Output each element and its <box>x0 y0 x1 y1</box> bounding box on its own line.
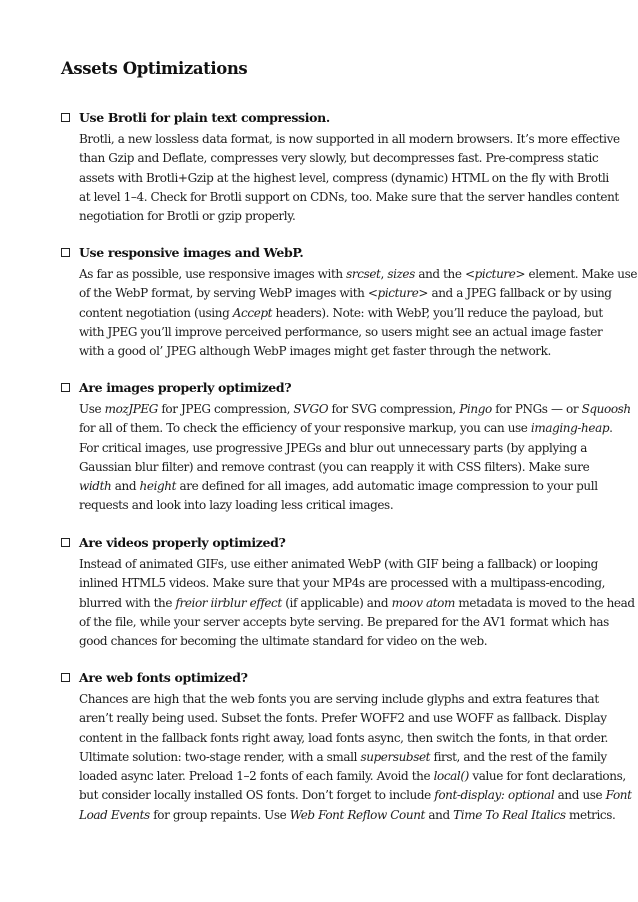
text-run: with JPEG you’ll improve perceived performance, so users might see an actual image faster <box>79 324 603 339</box>
italic-term: font-display: optional <box>434 788 555 803</box>
text-run: and <box>111 479 140 494</box>
italic-term: supersubset <box>360 749 431 764</box>
italic-term: Font <box>605 788 632 803</box>
item-body <box>79 130 620 226</box>
text-run: at level 1–4. Check for Brotli support on CDNs, too. Make sure that the server handles content <box>79 189 619 204</box>
text-run: Instead of animated GIFs, use either animated WebP (with GIF being a fallback) or looping <box>79 557 598 571</box>
paragraph-line <box>79 400 631 419</box>
text-run: For critical images, use progressive JPEGs and blur out unnecessary parts (by applying a <box>79 440 588 455</box>
text-run: element. Make use <box>525 267 638 281</box>
paragraph-line <box>79 458 604 477</box>
checklist-item-responsive-images <box>61 243 638 361</box>
checkbox[interactable] <box>61 113 70 122</box>
checklist-item-images-optimized <box>61 378 631 516</box>
paragraph-line <box>79 496 604 515</box>
italic-term: Accept <box>232 305 273 320</box>
checklist-item-web-fonts <box>61 668 632 825</box>
paragraph-line <box>79 284 612 303</box>
paragraph-line <box>79 555 604 574</box>
text-run: and <box>424 807 454 822</box>
text-run: loaded async later. Preload 1–2 fonts of each family. Avoid the <box>79 769 434 784</box>
paragraph-line <box>79 767 626 786</box>
paragraph-line <box>79 304 604 323</box>
text-run: content negotiation (using <box>79 305 233 320</box>
text-run: for JPEG compression, <box>157 402 294 416</box>
text-run: are defined for all images, add automatic image compression to your pull <box>176 479 598 494</box>
italic-term: moov atom <box>391 595 455 610</box>
text-run: than Gzip and Deflate, compresses very slowly, but decompresses fast. Pre-compress static <box>79 151 599 166</box>
text-run: (if applicable) and <box>281 595 392 610</box>
paragraph-line <box>79 342 604 361</box>
italic-term: height <box>139 479 177 494</box>
text-run: metrics. <box>565 807 616 822</box>
italic-term: freior iirblur effect <box>175 595 282 610</box>
text-run: of the file, while your server accepts byte serving. Be prepared for the AV1 format which has <box>79 614 609 629</box>
text-run: for PNGs — or <box>491 402 582 416</box>
text-run: with a good ol’ JPEG although WebP images might get faster through the network. <box>79 344 551 359</box>
item-body <box>79 265 638 361</box>
item-body <box>79 690 632 825</box>
item-body <box>79 400 631 516</box>
paragraph-line <box>79 439 604 458</box>
text-run: for all of them. To check the efficiency of your responsive markup, you can use <box>79 421 531 436</box>
text-run: of the WebP format, by serving WebP images with <box>79 286 368 301</box>
italic-term: width <box>79 479 112 494</box>
text-run: aren’t really being used. Subset the fonts. Prefer WOFF2 and use WOFF as fallback. Display <box>79 711 607 726</box>
paragraph-line <box>79 632 604 651</box>
text-run: good chances for becoming the ultimate standard for video on the web. <box>79 634 488 649</box>
paragraph-line <box>79 786 632 805</box>
paragraph-line <box>79 188 619 207</box>
text-run: metadata is moved to the head <box>454 595 635 610</box>
italic-term: <picture> <box>464 267 526 281</box>
text-run: requests and look into lazy loading less critical images. <box>79 498 394 513</box>
italic-term: mozJPEG <box>104 402 158 416</box>
checkbox[interactable] <box>61 673 70 682</box>
text-run: Ultimate solution: two-stage render, with a small <box>79 749 361 764</box>
text-run: headers). Note: with WebP, you’ll reduce the payload, but <box>272 305 603 320</box>
text-run: and the <box>414 267 465 281</box>
italic-term: sizes <box>387 267 415 281</box>
italic-term: <picture> <box>367 286 429 301</box>
text-run: inlined HTML5 videos. Make sure that your MP4s are processed with a multipass-encoding, <box>79 576 606 591</box>
checklist-item-videos-optimized <box>61 533 635 651</box>
italic-term: Time To Real Italics <box>453 807 566 822</box>
paragraph-line <box>79 323 604 342</box>
text-run: and a JPEG fallback or by using <box>428 286 612 301</box>
text-run: negotiation for Brotli or gzip properly. <box>79 209 296 224</box>
paragraph-line <box>79 594 635 613</box>
paragraph-line <box>79 574 604 593</box>
italic-term: SVGO <box>293 402 329 416</box>
italic-term: Pingo <box>459 402 492 416</box>
paragraph-line <box>79 613 609 632</box>
text-run: assets with Brotli+Gzip at the highest level, compress (dynamic) HTML on the fly with Brotli <box>79 170 609 185</box>
checklist-item-brotli <box>61 108 620 226</box>
checkbox[interactable] <box>61 538 70 547</box>
item-body <box>79 555 635 651</box>
italic-term: Load Events <box>79 807 150 822</box>
paragraph-line <box>79 207 604 226</box>
italic-term: imaging-heap <box>530 421 610 436</box>
checkbox[interactable] <box>61 248 70 257</box>
italic-term: srcset <box>346 267 381 281</box>
paragraph-line <box>79 265 638 284</box>
paragraph-line <box>79 729 608 748</box>
italic-term: Squoosh <box>581 402 631 416</box>
item-title: Use responsive images and WebP. <box>79 245 304 260</box>
text-run: As far as possible, use responsive images with <box>79 267 347 281</box>
text-run: , <box>380 267 388 281</box>
italic-term: Web Font Reflow Count <box>289 807 425 822</box>
paragraph-line <box>79 690 604 709</box>
page-title: Assets Optimizations <box>61 59 248 78</box>
text-run: . <box>609 421 613 436</box>
text-run: first, and the rest of the family <box>430 749 607 764</box>
item-title: Use Brotli for plain text compression. <box>79 110 330 125</box>
text-run: Brotli, a new lossless data format, is now supported in all modern browsers. It’s more effective <box>79 132 620 146</box>
item-title: Are web fonts optimized? <box>79 670 248 685</box>
paragraph-line <box>79 748 607 767</box>
item-title: Are images properly optimized? <box>79 380 292 395</box>
paragraph-line <box>79 149 604 168</box>
text-run: Chances are high that the web fonts you are serving include glyphs and extra features that <box>79 692 599 706</box>
item-title: Are videos properly optimized? <box>79 535 286 550</box>
text-run: for group repaints. Use <box>149 807 290 822</box>
paragraph-line <box>79 419 613 438</box>
text-run: Gaussian blur filter) and remove contrast (you can reapply it with CSS filters). Make sure <box>79 459 590 474</box>
paragraph-line <box>79 806 616 825</box>
text-run: and use <box>554 788 606 803</box>
checkbox[interactable] <box>61 383 70 392</box>
text-run: value for font declarations, <box>468 769 626 784</box>
text-run: blurred with the <box>79 595 176 610</box>
paragraph-line <box>79 477 604 496</box>
paragraph-line <box>79 709 607 728</box>
text-run: for SVG compression, <box>328 402 460 416</box>
paragraph-line <box>79 130 620 149</box>
text-run: content in the fallback fonts right away, load fonts async, then switch the fonts, in that order. <box>79 730 608 745</box>
paragraph-line <box>79 169 609 188</box>
italic-term: local() <box>433 769 469 784</box>
text-run: but consider locally installed OS fonts. Don’t forget to include <box>79 788 435 803</box>
text-run: Use <box>79 402 105 416</box>
